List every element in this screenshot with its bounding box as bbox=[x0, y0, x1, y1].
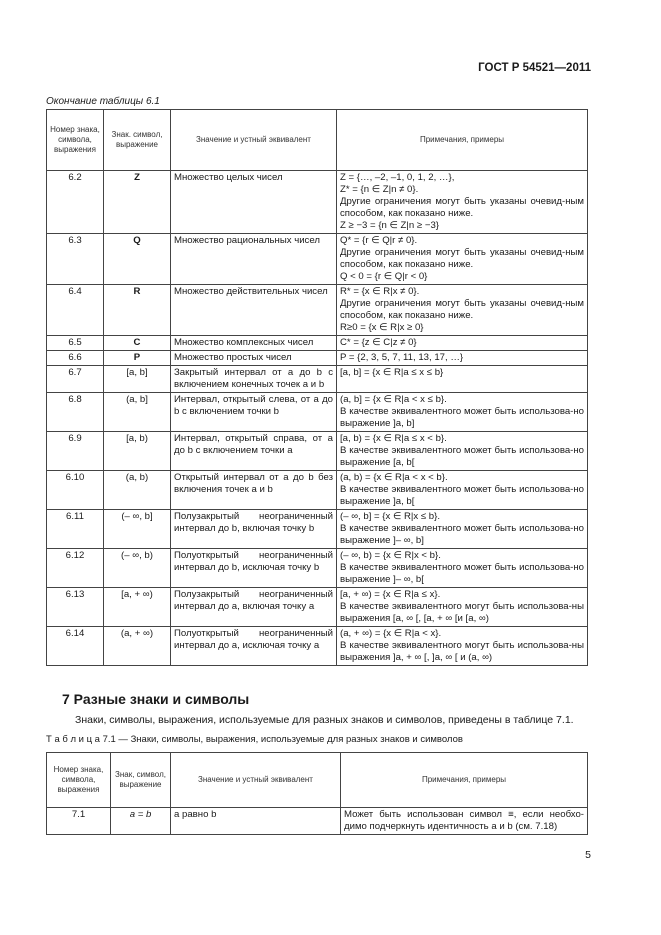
row-notes bbox=[337, 336, 588, 351]
header-notes: Примечания, примеры bbox=[337, 110, 588, 171]
row-notes bbox=[337, 351, 588, 366]
row-meaning: Полузакрытый неограниченный интервал до a, включая точку a bbox=[171, 588, 337, 627]
row-symbol: Q bbox=[104, 234, 171, 285]
row-symbol: R bbox=[104, 285, 171, 336]
row-symbol: (– ∞, b) bbox=[104, 549, 171, 588]
note-line: В качестве эквивалентного может быть использова-но выражение ]a, b] bbox=[340, 406, 584, 429]
note-line: [a, b) = {x ∈ R|a ≤ x < b}. bbox=[340, 433, 447, 444]
row-meaning: Множество целых чисел bbox=[171, 171, 337, 234]
row-symbol: Z bbox=[104, 171, 171, 234]
row-number: 6.3 bbox=[47, 234, 104, 285]
header-meaning: Значение и устный эквивалент bbox=[171, 753, 341, 808]
table-row bbox=[47, 549, 588, 588]
note-line: В качестве эквивалентного может быть использова-но выражение [a, b[ bbox=[340, 445, 584, 468]
header-symbol: Знак, символ, выражение bbox=[111, 753, 171, 808]
note-line: Q* = {r ∈ Q|r ≠ 0}. bbox=[340, 235, 418, 246]
row-notes bbox=[337, 627, 588, 666]
row-number: 6.2 bbox=[47, 171, 104, 234]
note-line: Q < 0 = {r ∈ Q|r < 0} bbox=[340, 271, 428, 282]
row-symbol: [a, + ∞) bbox=[104, 588, 171, 627]
note-line: Другие ограничения могут быть указаны очевид-ным способом, как показано ниже. bbox=[340, 298, 584, 321]
note-line: [a, + ∞) = {x ∈ R|a ≤ x}. bbox=[340, 589, 441, 600]
row-notes bbox=[337, 171, 588, 234]
header-symbol: Знак. символ, выражение bbox=[104, 110, 171, 171]
row-symbol: [a, b) bbox=[104, 432, 171, 471]
note-line: В качестве эквивалентного могут быть использова-ны выражения [a, ∞ [, [a, + ∞ [и [a, ∞) bbox=[340, 601, 584, 624]
row-number: 6.9 bbox=[47, 432, 104, 471]
row-notes bbox=[337, 234, 588, 285]
row-notes bbox=[337, 588, 588, 627]
row-notes bbox=[337, 432, 588, 471]
table-7-1 bbox=[46, 752, 588, 835]
row-symbol: P bbox=[104, 351, 171, 366]
note-line: (a, b) = {x ∈ R|a < x < b}. bbox=[340, 472, 448, 483]
document-id: ГОСТ Р 54521—2011 bbox=[478, 62, 591, 74]
note-line: Z = {…, –2, –1, 0, 1, 2, …}, bbox=[340, 172, 455, 183]
note-line: Другие ограничения могут быть указаны очевид-ным способом, как показано ниже. bbox=[340, 247, 584, 270]
row-number: 6.8 bbox=[47, 393, 104, 432]
table-row bbox=[47, 285, 588, 336]
note-line: (– ∞, b) = {x ∈ R|x < b}. bbox=[340, 550, 441, 561]
row-notes bbox=[337, 366, 588, 393]
table-row bbox=[47, 471, 588, 510]
section-paragraph: Знаки, символы, выражения, используемые для разных знаков и символов, приведены в таблице 7.1. bbox=[75, 714, 574, 726]
header-notes: Примечания, примеры bbox=[341, 753, 588, 808]
row-number: 6.7 bbox=[47, 366, 104, 393]
row-number: 6.10 bbox=[47, 471, 104, 510]
row-symbol: a = b bbox=[111, 808, 171, 835]
row-number: 6.12 bbox=[47, 549, 104, 588]
row-number: 6.11 bbox=[47, 510, 104, 549]
row-number: 7.1 bbox=[47, 808, 111, 835]
note-line: R≥0 = {x ∈ R|x ≥ 0} bbox=[340, 322, 424, 333]
table-row bbox=[47, 336, 588, 351]
table-row bbox=[47, 588, 588, 627]
note-line: (a, b] = {x ∈ R|a < x ≤ b}. bbox=[340, 394, 447, 405]
row-meaning: Полузакрытый неограниченный интервал до b, включая точку b bbox=[171, 510, 337, 549]
row-meaning: Множество действительных чисел bbox=[171, 285, 337, 336]
row-notes bbox=[337, 393, 588, 432]
row-number: 6.14 bbox=[47, 627, 104, 666]
row-meaning: Полуоткрытый неограниченный интервал до a, исключая точку a bbox=[171, 627, 337, 666]
row-symbol: C bbox=[104, 336, 171, 351]
row-meaning: Множество рациональных чисел bbox=[171, 234, 337, 285]
table-row bbox=[47, 171, 588, 234]
note-line: [a, b] = {x ∈ R|a ≤ x ≤ b} bbox=[340, 367, 444, 378]
row-meaning: Полуоткрытый неограниченный интервал до b, исключая точку b bbox=[171, 549, 337, 588]
page-number: 5 bbox=[585, 849, 591, 861]
table-row bbox=[47, 510, 588, 549]
row-number: 6.5 bbox=[47, 336, 104, 351]
row-symbol: [a, b] bbox=[104, 366, 171, 393]
table-6-1 bbox=[46, 109, 588, 666]
note-line: Z ≥ −3 = {n ∈ Z|n ≥ −3} bbox=[340, 220, 439, 231]
note-line: Z* = {n ∈ Z|n ≠ 0}. bbox=[340, 184, 419, 195]
row-notes bbox=[341, 808, 588, 835]
row-symbol: (a, b] bbox=[104, 393, 171, 432]
note-line: В качестве эквивалентного могут быть использова-ны выражения ]a, + ∞ [, ]a, ∞ [ и (a, ∞) bbox=[340, 640, 584, 663]
header-number: Номер знака, символа, выражения bbox=[47, 753, 111, 808]
row-number: 6.13 bbox=[47, 588, 104, 627]
note-line: R* = {x ∈ R|x ≠ 0}. bbox=[340, 286, 420, 297]
table-row bbox=[47, 627, 588, 666]
table-row bbox=[47, 366, 588, 393]
row-notes bbox=[337, 285, 588, 336]
note-line: Может быть использован символ ≡, если необхо-димо подчеркнуть идентичность a и b (см. 7.18) bbox=[344, 809, 584, 832]
note-line: Другие ограничения могут быть указаны очевид-ным способом, как показано ниже. bbox=[340, 196, 584, 219]
note-line: (– ∞, b] = {x ∈ R|x ≤ b}. bbox=[340, 511, 441, 522]
row-meaning: Открытый интервал от a до b без включения точек a и b bbox=[171, 471, 337, 510]
row-number: 6.6 bbox=[47, 351, 104, 366]
note-line: P = {2, 3, 5, 7, 11, 13, 17, …} bbox=[340, 352, 464, 363]
table-row bbox=[47, 234, 588, 285]
row-notes bbox=[337, 549, 588, 588]
row-symbol: (a, + ∞) bbox=[104, 627, 171, 666]
note-line: В качестве эквивалентного может быть использова-но выражение ]a, b[ bbox=[340, 484, 584, 507]
row-symbol: (– ∞, b] bbox=[104, 510, 171, 549]
row-notes bbox=[337, 471, 588, 510]
row-meaning: Множество комплексных чисел bbox=[171, 336, 337, 351]
table-caption: Окончание таблицы 6.1 bbox=[46, 96, 160, 107]
note-line: В качестве эквивалентного может быть использова-но выражение ]– ∞, b[ bbox=[340, 562, 584, 585]
header-meaning: Значение и устный эквивалент bbox=[171, 110, 337, 171]
row-meaning: Закрытый интервал от a до b с включением конечных точек a и b bbox=[171, 366, 337, 393]
row-meaning: Множество простых чисел bbox=[171, 351, 337, 366]
table-row bbox=[47, 808, 588, 835]
note-line: В качестве эквивалентного может быть использова-но выражение ]– ∞, b] bbox=[340, 523, 584, 546]
table-row bbox=[47, 393, 588, 432]
header-number: Номер знака, символа, выражения bbox=[47, 110, 104, 171]
table-7-1-caption: Т а б л и ц а 7.1 — Знаки, символы, выражения, используемые для разных знаков и символов bbox=[46, 734, 463, 745]
note-line: (a, + ∞) = {x ∈ R|a < x}. bbox=[340, 628, 442, 639]
row-number: 6.4 bbox=[47, 285, 104, 336]
row-meaning: Интервал, открытый слева, от a до b с включением точки b bbox=[171, 393, 337, 432]
row-notes bbox=[337, 510, 588, 549]
table-row bbox=[47, 351, 588, 366]
section-title: 7 Разные знаки и символы bbox=[62, 691, 250, 707]
note-line: C* = {z ∈ C|z ≠ 0} bbox=[340, 337, 417, 348]
row-symbol: (a, b) bbox=[104, 471, 171, 510]
row-meaning: Интервал, открытый справа, от a до b с включением точки a bbox=[171, 432, 337, 471]
row-meaning: a равно b bbox=[171, 808, 341, 835]
table-row bbox=[47, 432, 588, 471]
